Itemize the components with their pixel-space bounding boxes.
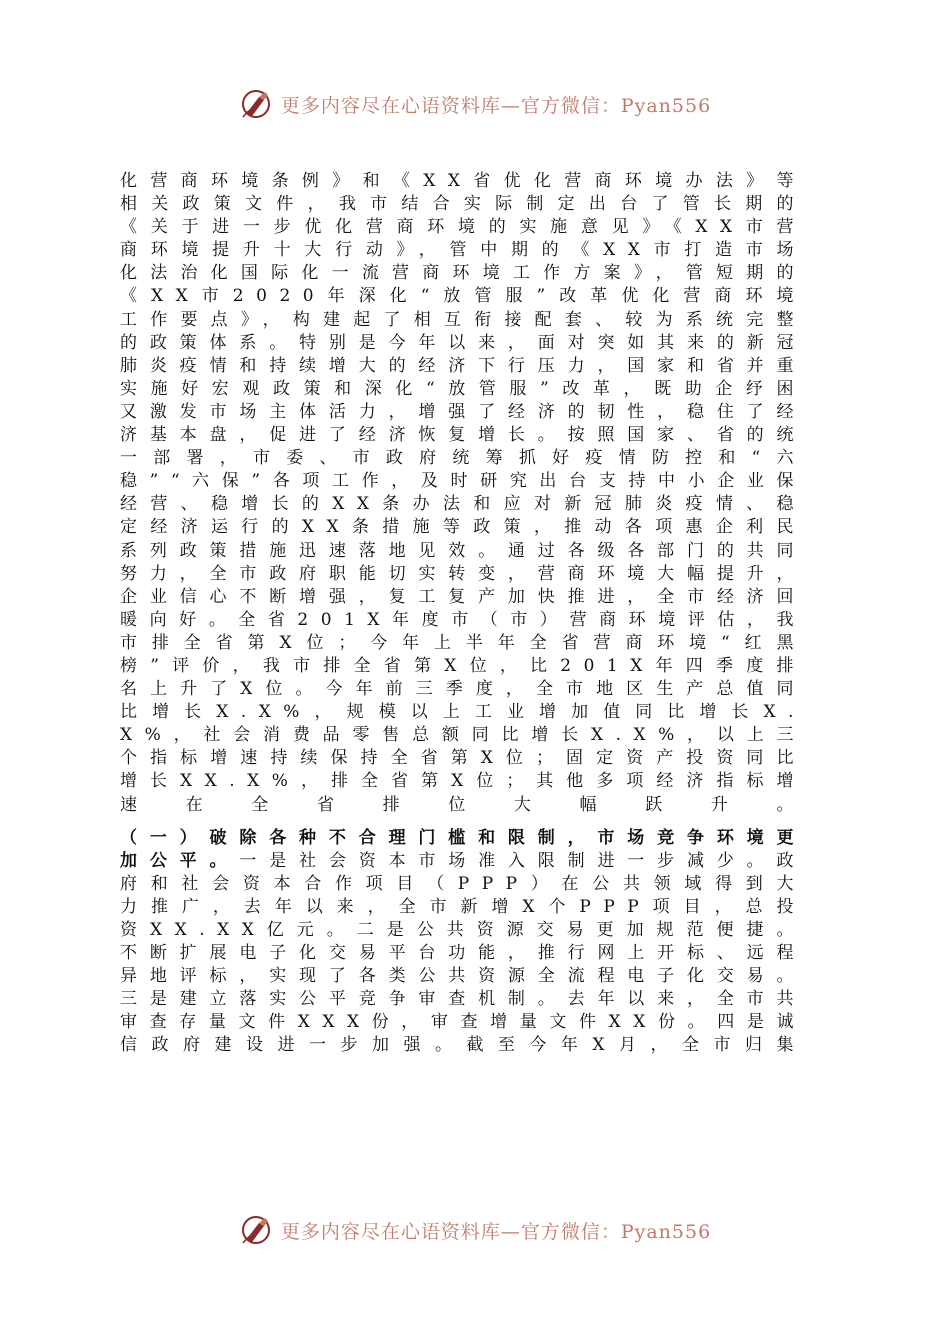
document-body <box>120 170 806 1058</box>
paragraph-2 <box>120 827 806 1058</box>
header-watermark-banner <box>0 82 950 126</box>
pen-nib-logo-icon <box>239 1213 273 1247</box>
section-heading: （一）破除各种不合理门槛和限制，市场竞争环境更加公平。 <box>120 827 806 871</box>
paragraph-1: 化营商环境条例》和《XX省优化营商环境办法》等相关政策文件，我市结合实际制定出台了管长期的《关于进一步优化营商环境的实施意见》《XX市营商环境提升十大行动》，管中期的《XX市打造市场化法治化国际化一流营商环境工作方案》，管短期的《XX市2020年深化“放管服”改革优化营商环境工作要点》，构建起了相互衔接配套、较为系统完整的政策体系。特别是今年以来，面对突如其来的新冠肺炎疫情和持续增大的经济下行压力，国家和省并重实施好宏观政策和深化“放管服”改革，既助企纾困又激发市场主体活力，增强了经济的韧性，稳住了经济基本盘，促进了经济恢复增长。按照国家、省的统一部署，市委、市政府统筹抓好疫情防控和“六稳”“六保”各项工作，及时研究出台支持中小企业保经营、稳增长的XX条办法和应对新冠肺炎疫情、稳定经济运行的XX条措施等政策，推动各项惠企利民系列政策措施迅速落地见效。通过各级各部门的共同努力，全市政府职能切实转变，营商环境大幅提升，企业信心不断增强，复工复产加快推进，全市经济回暖向好。全省201X年度市（市）营商环境评估，我市排全省第X位；今年上半年全省营商环境“红黑榜”评价，我市排全省第X位，比201X年四季度排名上升了X位。今年前三季度，全市地区生产总值同比增长X.X%，规模以上工业增加值同比增长X.X%，社会消费品零售总额同比增长X.X%，以上三个指标增速持续保持全省第X位；固定资产投资同比增长XX.X%，排全省第X位；其他多项经济指标增速在全省排位大幅跃升。 <box>120 171 806 815</box>
paragraph-2-body: 一是社会资本市场准入限制进一步减少。政府和社会资本合作项目（PPP）在公共领域得到大力推广，去年以来，全市新增X个PPP项目，总投资XX.XX亿元。二是公共资源交易更加规范便捷。不断扩展电子化交易平台功能，推行网上开标、远程异地评标，实现了各类公共资源全流程电子化交易。三是建立落实公平竞争审查机制。去年以来，全市共审查存量文件XXX份，审查增量文件XX份。四是诚信政府建设进一步加强。截至今年X月，全市归集 <box>120 850 807 1056</box>
pen-nib-logo-icon <box>239 87 273 121</box>
footer-banner-text: 更多内容尽在心语资料库—官方微信：Pyan556 <box>280 1220 712 1243</box>
footer-watermark-banner <box>0 1208 950 1252</box>
header-banner-text: 更多内容尽在心语资料库—官方微信：Pyan556 <box>280 94 712 117</box>
